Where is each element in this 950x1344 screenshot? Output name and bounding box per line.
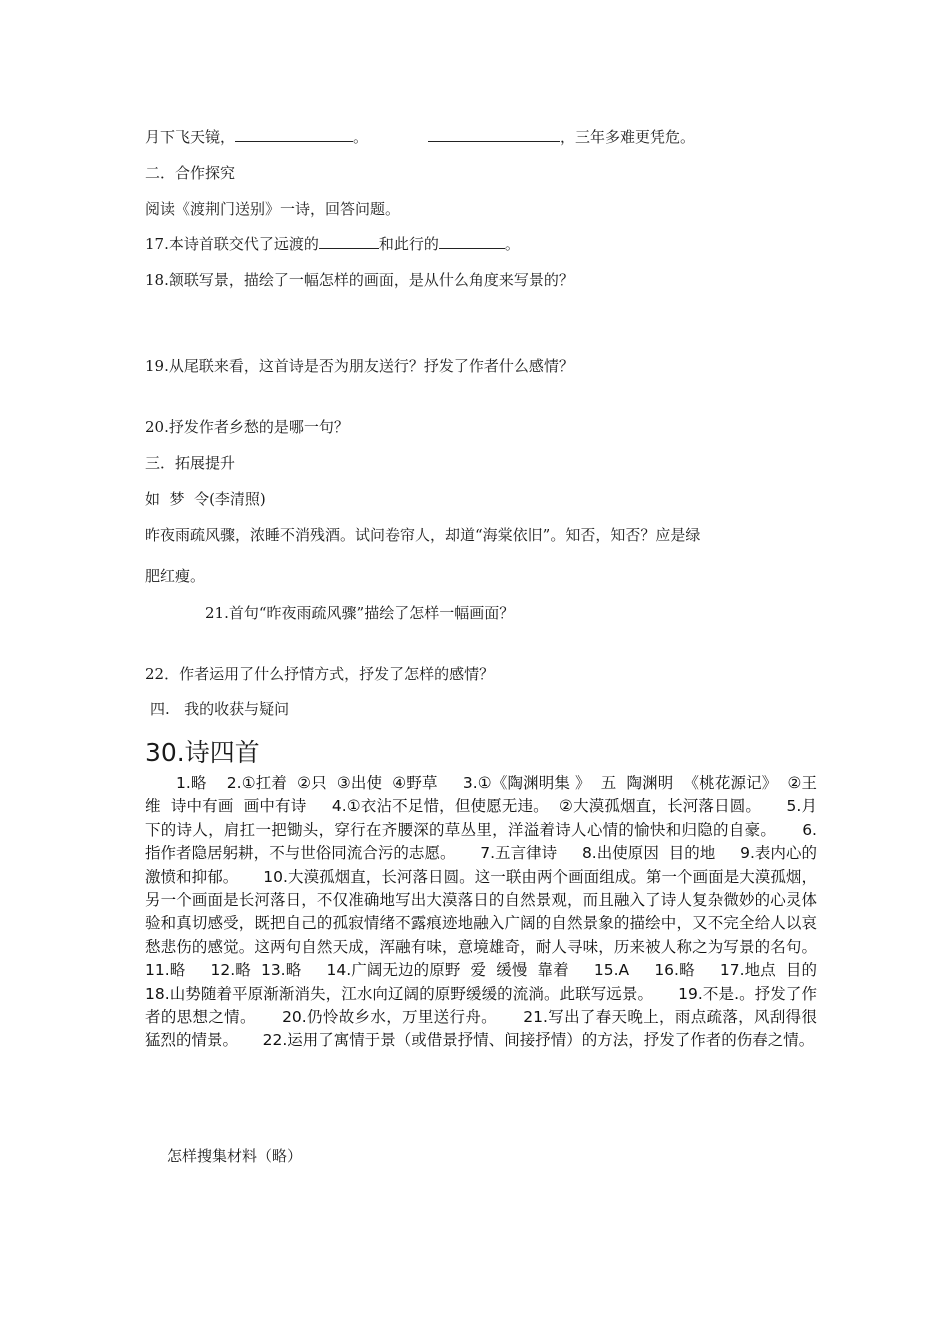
question-21: 21.首句“昨夜雨疏风骤”描绘了怎样一幅画面？ [205, 604, 515, 622]
fill-blank [319, 234, 379, 249]
section-heading-4: 四. 我的收获与疑问 [150, 700, 290, 718]
question-17-text-1: 17.本诗首联交代了远渡的 [145, 235, 319, 253]
question-20: 20.抒发作者乡愁的是哪一句？ [145, 418, 349, 436]
fill-blank [439, 234, 505, 249]
materials-note: 怎样搜集材料（略） [167, 1147, 303, 1165]
poem-title: 如 梦 令(李清照) [145, 490, 266, 508]
question-22: 22．作者运用了什么抒情方式，抒发了怎样的感情？ [145, 665, 495, 683]
section-heading-3: 三．拓展提升 [145, 454, 236, 472]
question-17 [145, 234, 520, 254]
question-17-text-2: 和此行的 [378, 235, 439, 253]
poem-fill-text-3: ，三年多难更凭危。 [560, 128, 696, 146]
fill-blank [428, 127, 560, 142]
poem-fill-text-1: 月下飞天镜， [145, 128, 236, 146]
fill-blank [235, 127, 353, 142]
question-17-text-3: 。 [504, 235, 520, 253]
answers-heading: 30.诗四首 [145, 738, 260, 767]
poem-fill-line [145, 127, 695, 147]
question-19: 19.从尾联来看，这首诗是否为朋友送行？抒发了作者什么感情？ [145, 357, 574, 375]
poem-fill-text-2: 。 [353, 128, 369, 146]
poem-text-line-1: 昨夜雨疏风骤，浓睡不消残酒。试问卷帘人，却道“海棠依旧”。知否，知否？应是绿 [145, 526, 701, 544]
section-heading-2: 二．合作探究 [145, 164, 236, 182]
answer-key-paragraph: 1.略 2.①扛着 ②只 ③出使 ④野草 3.①《陶渊明集 》 五 陶渊明 《桃花源记》 ②王维 诗中有画 画中有诗 4.①衣沾不足惜，但使愿无违。 ②大漠孤烟直，长河落日圆。 5.月下的诗人，肩扛一把锄头，穿行在齐腰深的草丛里，洋溢着诗人心情的愉快和归隐的自豪。 6.指作者隐居躬耕，不与世俗同流合污的志愿。 7.五言律诗 8.出使原因 目的地 9.表内心的激愤和抑郁。 10.大漠孤烟直，长河落日圆。这一联由两个画面组成。第一个画面是大漠孤烟，另一个画面是长河落日，不仅准确地写出大漠落日的自然景观，而且融入了诗人复杂微妙的心灵体验和真切感受，既把自己的孤寂情绪不露痕迹地融入广阔的自然景象的描绘中，又不完全给人以哀愁悲伤的感觉。这两句自然天成，浑融有味，意境雄奇，耐人寻味，历来被人称之为写景的名句。 11.略 12.略 13.略 14.广阔无边的原野 爱 缓慢 靠着 15.A 16.略 17.地点 目的 18.山势随着平原渐渐消失，江水向辽阔的原野缓缓的流淌。此联写远景。 19.不是.。抒发了作者的思想之情。 20.仍怜故乡水，万里送行舟。 21.写出了春天晚上，雨点疏落，风刮得很猛烈的情景。 22.运用了寓情于景（或借景抒情、间接抒情）的方法，抒发了作者的伤春之情。 [145, 774, 842, 1050]
reading-instruction: 阅读《渡荆门送别》一诗，回答问题。 [145, 200, 401, 218]
poem-text-line-2: 肥红瘦。 [145, 567, 206, 585]
question-18: 18.颔联写景，描绘了一幅怎样的画面，是从什么角度来写景的？ [145, 271, 574, 289]
